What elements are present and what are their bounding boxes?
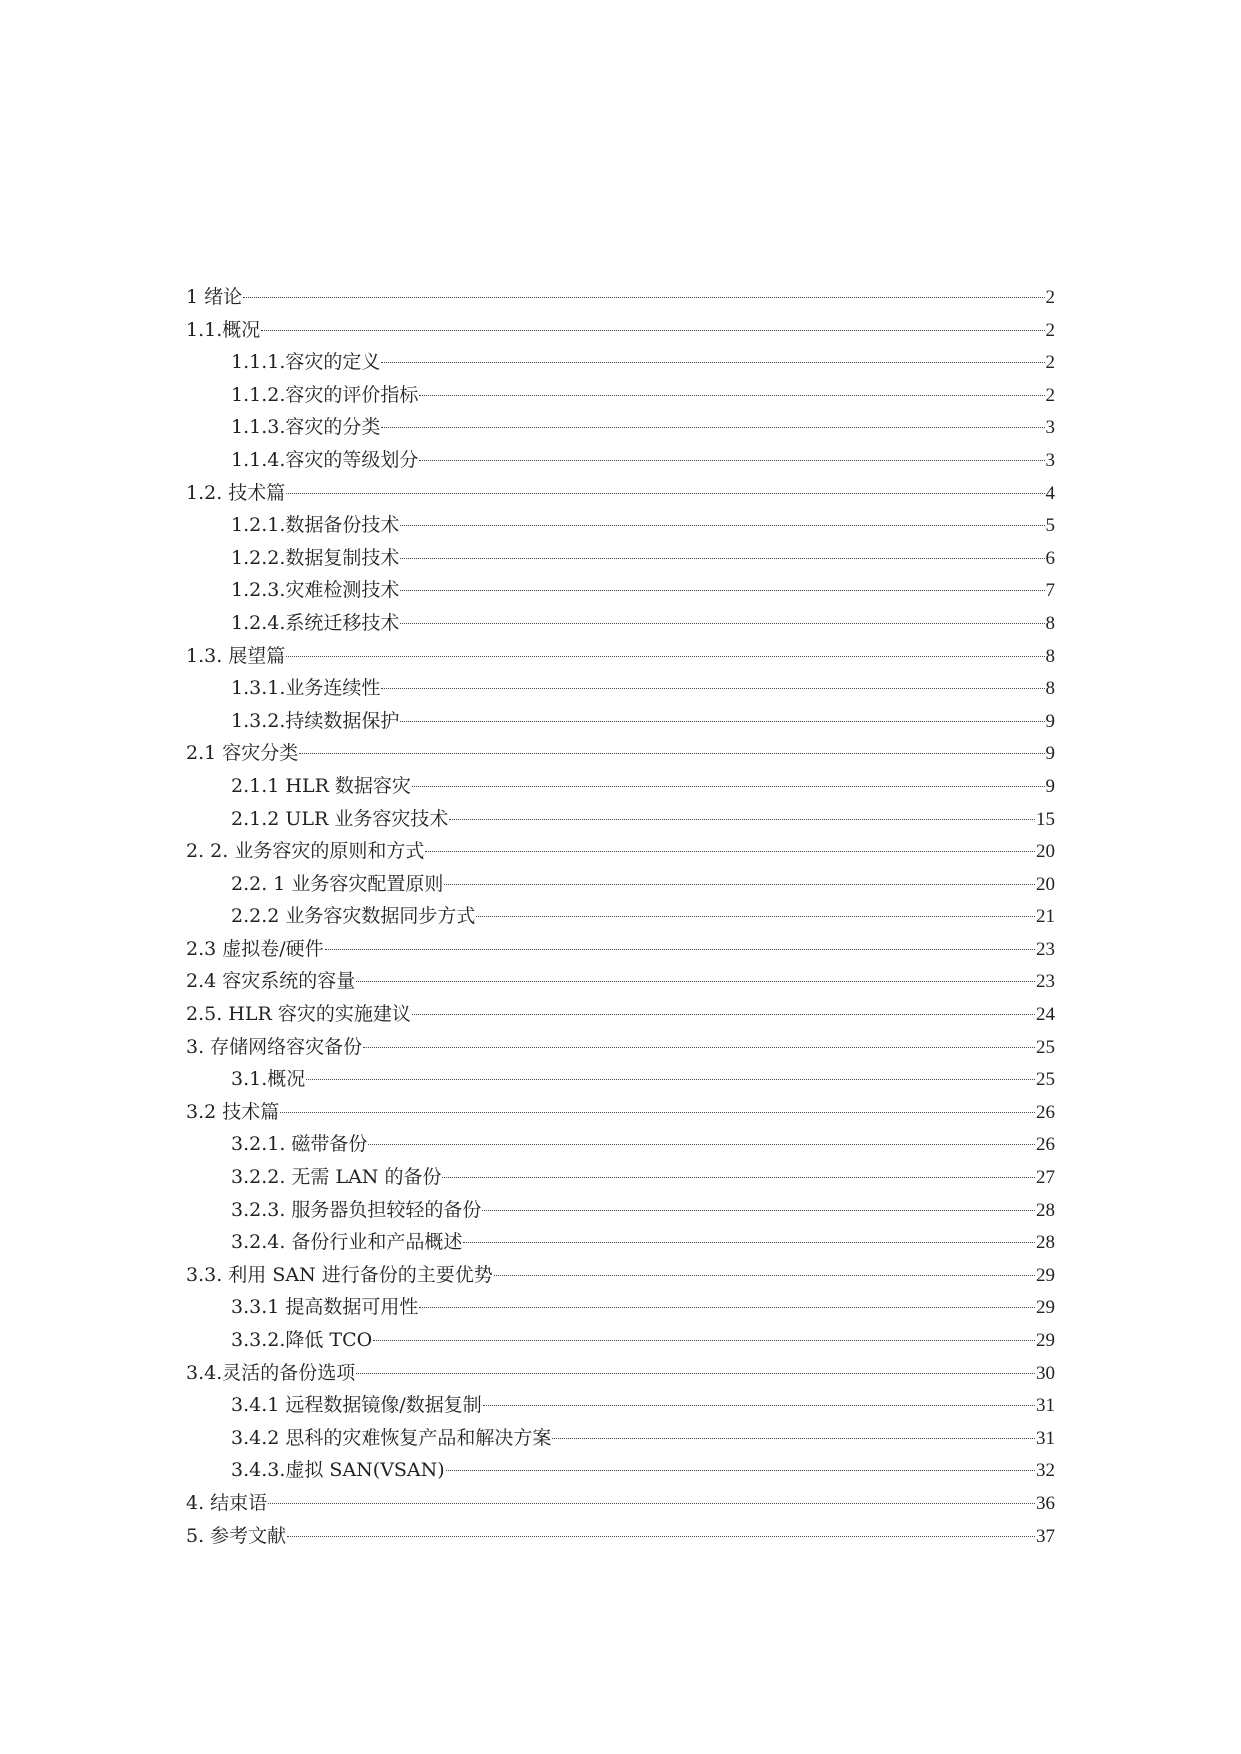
table-of-contents xyxy=(186,281,1055,1552)
toc-entry[interactable] xyxy=(186,933,1055,966)
toc-entry[interactable] xyxy=(186,1063,1055,1096)
toc-entry-title: 2.1 容灾分类 xyxy=(186,742,299,765)
toc-entry-page-number: 20 xyxy=(1036,873,1055,895)
dot-leader xyxy=(400,525,1044,526)
toc-entry-title: 4. 结束语 xyxy=(186,1491,268,1514)
toc-entry-title: 2. 2. 业务容灾的原则和方式 xyxy=(186,840,425,863)
dot-leader xyxy=(483,1405,1035,1406)
toc-entry[interactable] xyxy=(186,1324,1055,1357)
toc-entry-title: 1.1.2.容灾的评价指标 xyxy=(231,383,419,406)
toc-entry-title: 1.1.3.容灾的分类 xyxy=(231,416,381,439)
toc-entry[interactable] xyxy=(186,574,1055,607)
toc-entry[interactable] xyxy=(186,444,1055,477)
toc-entry[interactable] xyxy=(186,477,1055,510)
toc-entry-title: 1.2.2.数据复制技术 xyxy=(231,546,400,569)
toc-entry[interactable] xyxy=(186,314,1055,347)
toc-entry[interactable] xyxy=(186,509,1055,542)
toc-entry[interactable] xyxy=(186,900,1055,933)
toc-entry[interactable] xyxy=(186,1291,1055,1324)
toc-entry-title: 3.2.3. 服务器负担较轻的备份 xyxy=(231,1198,482,1221)
toc-entry-page-number: 24 xyxy=(1036,1004,1055,1026)
toc-entry[interactable] xyxy=(186,1031,1055,1064)
dot-leader xyxy=(412,1014,1035,1015)
toc-entry[interactable] xyxy=(186,1128,1055,1161)
dot-leader xyxy=(419,1307,1035,1308)
toc-entry[interactable] xyxy=(186,411,1055,444)
dot-leader xyxy=(286,656,1044,657)
toc-entry[interactable] xyxy=(186,1161,1055,1194)
toc-entry-page-number: 29 xyxy=(1036,1330,1055,1351)
dot-leader xyxy=(482,1210,1035,1211)
toc-entry[interactable] xyxy=(186,998,1055,1031)
toc-entry[interactable] xyxy=(186,868,1055,901)
dot-leader xyxy=(463,1242,1035,1243)
toc-entry[interactable] xyxy=(186,346,1055,379)
toc-entry-title: 2.2.2 业务容灾数据同步方式 xyxy=(231,905,476,928)
toc-entry-title: 2.4 容灾系统的容量 xyxy=(186,970,356,993)
toc-entry-title: 2.1.1 HLR 数据容灾 xyxy=(231,774,411,797)
toc-entry[interactable] xyxy=(186,640,1055,673)
toc-entry[interactable] xyxy=(186,379,1055,412)
toc-entry[interactable] xyxy=(186,965,1055,998)
toc-entry[interactable] xyxy=(186,672,1055,705)
toc-entry-title: 1.2. 技术篇 xyxy=(186,481,286,504)
dot-leader xyxy=(373,1340,1035,1341)
toc-entry[interactable] xyxy=(186,1487,1055,1520)
toc-entry[interactable] xyxy=(186,1389,1055,1422)
toc-entry[interactable] xyxy=(186,705,1055,738)
toc-entry-title: 1.1.4.容灾的等级划分 xyxy=(231,448,419,471)
toc-entry-title: 1 绪论 xyxy=(186,286,243,308)
dot-leader xyxy=(381,688,1044,689)
dot-leader xyxy=(356,981,1035,982)
toc-entry-page-number: 30 xyxy=(1036,1362,1055,1384)
toc-entry-page-number: 31 xyxy=(1036,1395,1055,1417)
toc-entry-title: 3.2.1. 磁带备份 xyxy=(231,1133,368,1156)
dot-leader xyxy=(444,884,1035,885)
toc-entry-title: 1.3.2.持续数据保护 xyxy=(231,709,400,732)
toc-entry-page-number: 36 xyxy=(1036,1492,1055,1514)
toc-entry[interactable] xyxy=(186,1422,1055,1455)
toc-entry-page-number: 26 xyxy=(1036,1101,1055,1123)
toc-entry[interactable] xyxy=(186,1520,1055,1553)
toc-entry-title: 3.4.2 思科的灾难恢复产品和解决方案 xyxy=(231,1426,552,1449)
toc-entry[interactable] xyxy=(186,1226,1055,1259)
toc-entry-page-number: 9 xyxy=(1045,775,1055,797)
dot-leader xyxy=(425,851,1035,852)
toc-entry-title: 3. 存储网络容灾备份 xyxy=(186,1035,363,1058)
toc-entry[interactable] xyxy=(186,1194,1055,1227)
toc-entry-title: 1.3.1.业务连续性 xyxy=(231,677,381,700)
toc-entry-page-number: 25 xyxy=(1036,1036,1055,1058)
toc-entry-page-number: 7 xyxy=(1045,580,1055,602)
toc-entry[interactable] xyxy=(186,281,1055,314)
dot-leader xyxy=(449,819,1035,820)
toc-entry-page-number: 21 xyxy=(1036,906,1055,928)
toc-entry-title: 1.2.1.数据备份技术 xyxy=(231,514,400,537)
dot-leader xyxy=(306,1079,1035,1080)
dot-leader xyxy=(400,623,1044,624)
toc-entry-page-number: 31 xyxy=(1036,1427,1055,1449)
dot-leader xyxy=(287,1536,1035,1537)
dot-leader xyxy=(325,949,1035,950)
toc-entry-page-number: 32 xyxy=(1036,1460,1055,1482)
toc-entry[interactable] xyxy=(186,1259,1055,1292)
dot-leader xyxy=(412,786,1045,787)
dot-leader xyxy=(400,590,1044,591)
toc-entry-page-number: 29 xyxy=(1036,1264,1055,1286)
dot-leader xyxy=(268,1503,1035,1504)
toc-entry-title: 1.1.概况 xyxy=(186,318,261,341)
toc-entry-page-number: 2 xyxy=(1045,384,1055,406)
toc-entry-page-number: 28 xyxy=(1036,1199,1055,1221)
toc-entry-title: 1.2.3.灾难检测技术 xyxy=(231,579,400,602)
toc-entry-page-number: 8 xyxy=(1045,678,1055,700)
toc-entry-title: 3.3.2.降低 TCO xyxy=(231,1329,373,1351)
toc-entry-page-number: 8 xyxy=(1045,612,1055,634)
toc-entry-page-number: 3 xyxy=(1045,417,1055,439)
toc-entry-title: 1.1.1.容灾的定义 xyxy=(231,351,381,374)
dot-leader xyxy=(261,330,1044,331)
toc-entry-title: 1.2.4.系统迁移技术 xyxy=(231,611,400,634)
dot-leader xyxy=(419,395,1044,396)
dot-leader xyxy=(280,1112,1035,1113)
toc-entry-title: 2.5. HLR 容灾的实施建议 xyxy=(186,1003,411,1026)
toc-entry-page-number: 23 xyxy=(1036,971,1055,993)
toc-entry-title: 3.3.1 提高数据可用性 xyxy=(231,1296,419,1319)
toc-entry-page-number: 2 xyxy=(1045,287,1055,308)
toc-entry-page-number: 28 xyxy=(1036,1232,1055,1254)
toc-entry-title: 3.2.2. 无需 LAN 的备份 xyxy=(231,1166,442,1189)
toc-entry-title: 1.3. 展望篇 xyxy=(186,644,286,667)
toc-entry[interactable] xyxy=(186,770,1055,803)
dot-leader xyxy=(286,493,1044,494)
toc-entry-title: 3.2.4. 备份行业和产品概述 xyxy=(231,1231,463,1254)
toc-entry-page-number: 20 xyxy=(1036,841,1055,863)
toc-entry-page-number: 2 xyxy=(1045,319,1055,341)
dot-leader xyxy=(363,1047,1035,1048)
dot-leader xyxy=(400,721,1044,722)
dot-leader xyxy=(243,297,1044,298)
toc-entry[interactable] xyxy=(186,803,1055,836)
toc-entry-title: 3.3. 利用 SAN 进行备份的主要优势 xyxy=(186,1263,493,1286)
toc-entry-page-number: 5 xyxy=(1045,515,1055,537)
toc-entry-title: 3.4.灵活的备份选项 xyxy=(186,1361,356,1384)
dot-leader xyxy=(446,1470,1035,1471)
dot-leader xyxy=(494,1275,1035,1276)
toc-entry-title: 3.4.1 远程数据镜像/数据复制 xyxy=(231,1394,482,1417)
toc-entry-page-number: 15 xyxy=(1036,808,1055,830)
toc-entry-page-number: 26 xyxy=(1036,1134,1055,1156)
dot-leader xyxy=(552,1438,1035,1439)
toc-entry-page-number: 2 xyxy=(1045,352,1055,374)
dot-leader xyxy=(356,1373,1035,1374)
toc-entry-title: 2.3 虚拟卷/硬件 xyxy=(186,937,324,960)
toc-entry-title: 2.2. 1 业务容灾配置原则 xyxy=(231,872,444,895)
toc-entry-page-number: 9 xyxy=(1045,710,1055,732)
toc-entry[interactable] xyxy=(186,1454,1055,1487)
toc-entry-title: 3.2 技术篇 xyxy=(186,1100,280,1123)
toc-entry-title: 3.1.概况 xyxy=(231,1068,306,1091)
toc-entry-page-number: 29 xyxy=(1036,1297,1055,1319)
toc-entry-page-number: 37 xyxy=(1036,1525,1055,1547)
toc-entry-title: 3.4.3.虚拟 SAN(VSAN) xyxy=(231,1459,445,1482)
toc-entry[interactable] xyxy=(186,607,1055,640)
toc-entry[interactable] xyxy=(186,1096,1055,1129)
toc-entry[interactable] xyxy=(186,542,1055,575)
dot-leader xyxy=(381,427,1044,428)
toc-entry-page-number: 23 xyxy=(1036,938,1055,960)
toc-entry-page-number: 25 xyxy=(1036,1069,1055,1091)
dot-leader xyxy=(368,1144,1035,1145)
toc-entry-page-number: 3 xyxy=(1045,449,1055,471)
toc-entry-page-number: 4 xyxy=(1045,482,1055,504)
toc-entry-page-number: 27 xyxy=(1036,1167,1055,1189)
toc-entry-page-number: 6 xyxy=(1045,547,1055,569)
dot-leader xyxy=(299,753,1044,754)
toc-entry[interactable] xyxy=(186,835,1055,868)
toc-entry[interactable] xyxy=(186,1357,1055,1390)
toc-entry-page-number: 8 xyxy=(1045,645,1055,667)
dot-leader xyxy=(442,1177,1035,1178)
toc-entry-page-number: 9 xyxy=(1045,743,1055,765)
dot-leader xyxy=(400,558,1044,559)
dot-leader xyxy=(419,460,1044,461)
dot-leader xyxy=(381,362,1044,363)
toc-entry-title: 5. 参考文献 xyxy=(186,1524,287,1547)
toc-entry[interactable] xyxy=(186,737,1055,770)
toc-entry-title: 2.1.2 ULR 业务容灾技术 xyxy=(231,807,449,830)
dot-leader xyxy=(476,916,1035,917)
